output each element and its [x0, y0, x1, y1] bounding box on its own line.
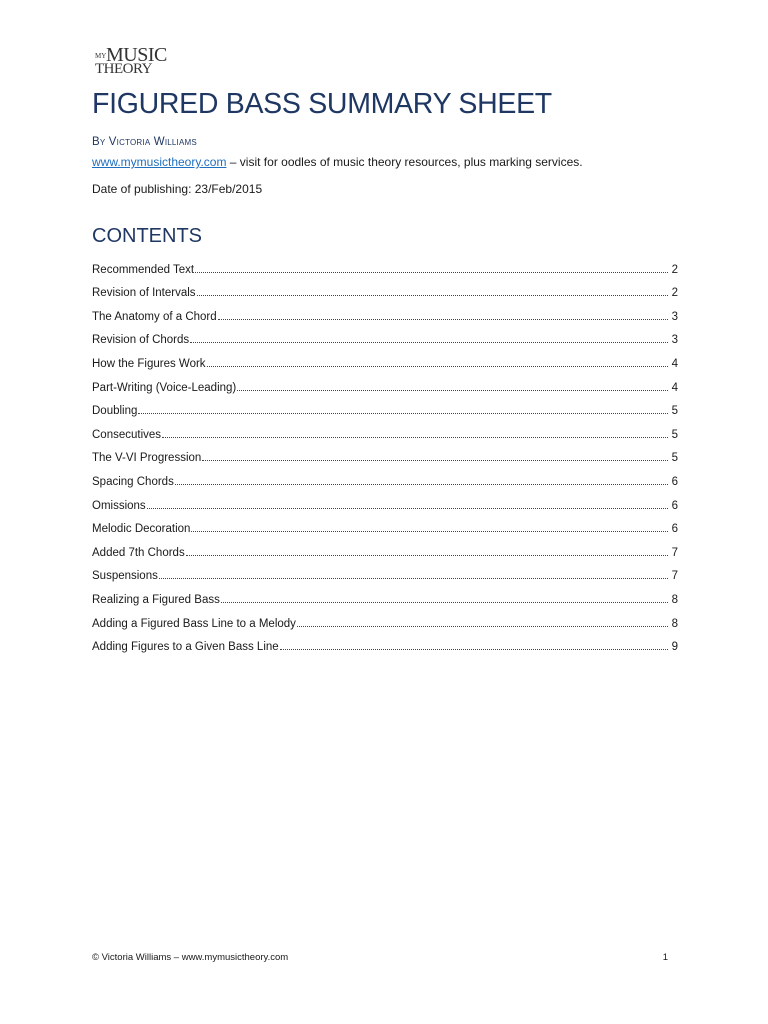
toc-entry-label: Added 7th Chords [92, 546, 185, 559]
toc-entry[interactable] [92, 346, 678, 370]
toc-entry[interactable] [92, 299, 678, 323]
toc-entry[interactable] [92, 559, 678, 583]
toc-entry-label: Realizing a Figured Bass [92, 593, 220, 606]
toc-entry[interactable] [92, 535, 678, 559]
toc-dot-leader [207, 365, 668, 367]
toc-entry[interactable] [92, 370, 678, 394]
toc-entry-page: 8 [671, 617, 678, 630]
contents-heading: CONTENTS [92, 225, 202, 247]
publishing-date: Date of publishing: 23/Feb/2015 [92, 182, 263, 196]
toc-entry-label: Consecutives [92, 428, 162, 441]
toc-entry-page: 9 [671, 641, 678, 654]
toc-dot-leader [138, 412, 668, 414]
site-logo [92, 44, 167, 80]
logo-music: MUSIC [106, 44, 167, 66]
toc-entry-label: Revision of Intervals [92, 287, 196, 300]
toc-dot-leader [280, 648, 668, 650]
toc-dot-leader [237, 389, 668, 391]
toc-entry-page: 4 [671, 357, 678, 370]
toc-dot-leader [297, 625, 668, 627]
toc-entry-page: 8 [671, 593, 678, 606]
toc-entry-page: 2 [671, 263, 678, 276]
toc-entry[interactable] [92, 394, 678, 418]
author-byline: By Victoria Williams [92, 136, 197, 148]
toc-entry-label: Omissions [92, 499, 146, 512]
toc-entry[interactable] [92, 512, 678, 536]
toc-entry[interactable] [92, 276, 678, 300]
table-of-contents [92, 252, 678, 653]
toc-entry[interactable] [92, 630, 678, 654]
toc-entry-page: 6 [671, 475, 678, 488]
toc-dot-leader [190, 341, 668, 343]
toc-dot-leader [218, 318, 668, 320]
website-link[interactable]: www.mymusictheory.com [92, 155, 227, 169]
site-line [92, 155, 583, 169]
toc-dot-leader [159, 577, 668, 579]
toc-entry-page: 2 [671, 287, 678, 300]
toc-dot-leader [162, 436, 668, 438]
toc-entry-label: Adding Figures to a Given Bass Line [92, 641, 279, 654]
toc-entry-label: Recommended Text [92, 263, 195, 276]
toc-entry-page: 3 [671, 334, 678, 347]
toc-entry-label: How the Figures Work [92, 357, 206, 370]
toc-entry[interactable] [92, 606, 678, 630]
toc-entry-label: Adding a Figured Bass Line to a Melody [92, 617, 296, 630]
toc-dot-leader [221, 601, 668, 603]
toc-entry[interactable] [92, 488, 678, 512]
toc-entry[interactable] [92, 464, 678, 488]
toc-entry-label: The V-VI Progression [92, 452, 202, 465]
site-tagline: – visit for oodles of music theory resources, plus marking services. [226, 155, 583, 169]
document-title: FIGURED BASS SUMMARY SHEET [92, 88, 552, 120]
toc-entry-label: Revision of Chords [92, 334, 190, 347]
toc-entry-label: Part-Writing (Voice-Leading) [92, 381, 237, 394]
toc-dot-leader [197, 294, 668, 296]
toc-entry-label: Spacing Chords [92, 475, 174, 488]
toc-entry-page: 4 [671, 381, 678, 394]
toc-entry-page: 6 [671, 499, 678, 512]
toc-entry-page: 3 [671, 310, 678, 323]
toc-entry[interactable] [92, 441, 678, 465]
toc-entry-page: 7 [671, 546, 678, 559]
toc-dot-leader [186, 554, 668, 556]
toc-entry-page: 6 [671, 523, 678, 536]
toc-entry-page: 5 [671, 428, 678, 441]
toc-entry-label: The Anatomy of a Chord [92, 310, 217, 323]
footer-copyright: © Victoria Williams – www.mymusictheory.com [92, 952, 289, 963]
toc-dot-leader [202, 459, 668, 461]
logo-my: MY [95, 52, 107, 60]
toc-dot-leader [191, 530, 668, 532]
toc-entry-label: Suspensions [92, 570, 158, 583]
toc-entry-page: 5 [671, 452, 678, 465]
toc-dot-leader [195, 271, 668, 273]
toc-dot-leader [175, 483, 668, 485]
toc-entry[interactable] [92, 417, 678, 441]
toc-dot-leader [147, 507, 668, 509]
footer-page-number: 1 [662, 952, 668, 963]
toc-entry-page: 7 [671, 570, 678, 583]
toc-entry[interactable] [92, 582, 678, 606]
logo-theory: THEORY [95, 61, 152, 77]
toc-entry[interactable] [92, 323, 678, 347]
toc-entry-label: Melodic Decoration [92, 523, 191, 536]
toc-entry[interactable] [92, 252, 678, 276]
page-footer [92, 952, 668, 963]
toc-entry-page: 5 [671, 405, 678, 418]
toc-entry-label: Doubling [92, 405, 138, 418]
